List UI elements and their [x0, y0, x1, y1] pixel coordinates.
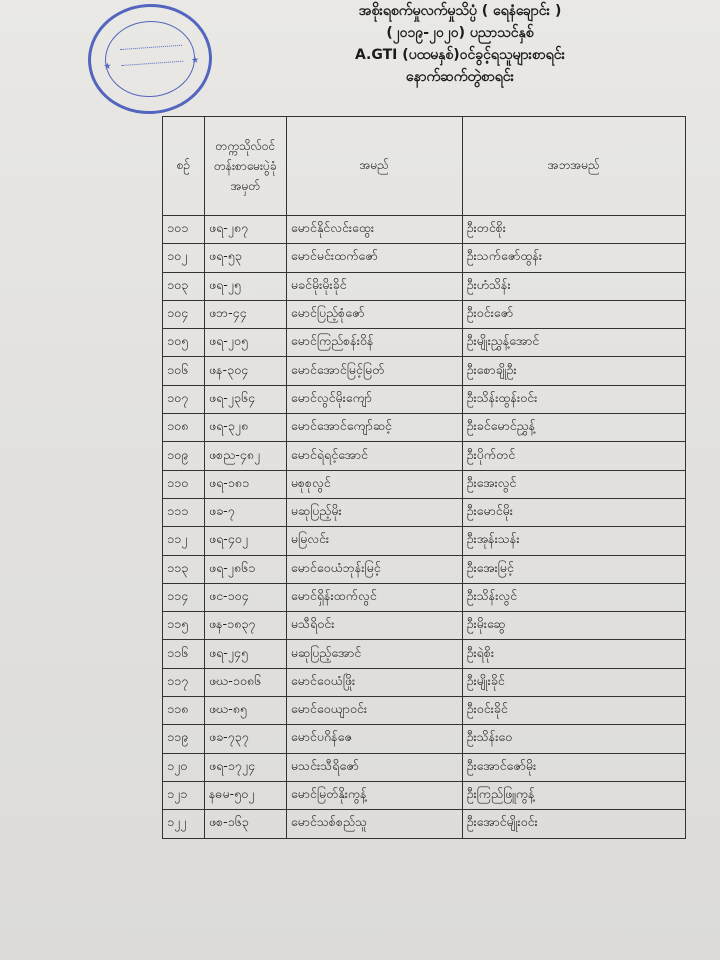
- roll-number-cell: ဖဃ-၈၅: [204, 697, 286, 725]
- name-cell: မသင်းသီရိဇော်: [286, 753, 462, 781]
- father-name-cell: ဦးကြည်ဖြူကွန့်: [462, 781, 685, 809]
- name-cell: မသီရိဝင်း: [286, 612, 462, 640]
- roll-number-cell: ဖရ-၂၈၆၁: [204, 555, 286, 583]
- serial-cell: ၁၀၅: [163, 329, 205, 357]
- roll-number-cell: ဖရ-၁၇၂၄: [204, 753, 286, 781]
- serial-cell: ၁၀၉: [163, 442, 205, 470]
- name-cell: မောင်ဝေယံဖြိုး: [286, 668, 462, 696]
- table-row: [163, 329, 686, 357]
- table-row: [163, 527, 686, 555]
- father-name-cell: ဦးမျိုးညွှန့်အောင်: [462, 329, 685, 357]
- father-name-cell: ဦးတင်စိုး: [462, 216, 685, 244]
- table-row: [163, 300, 686, 328]
- father-name-cell: ဦးသိန်းလွင်: [462, 583, 685, 611]
- father-name-cell: ဦးအေးမြင့်: [462, 555, 685, 583]
- father-name-cell: ဦးစောချိုဦး: [462, 357, 685, 385]
- roll-number-cell: ဖန-၁၈၃၇: [204, 612, 286, 640]
- table-row: [163, 583, 686, 611]
- serial-cell: ၁၀၆: [163, 357, 205, 385]
- name-cell: မောင်လွင်မိုးကျော်: [286, 385, 462, 413]
- father-name-cell: ဦးမျိုးခိုင်: [462, 668, 685, 696]
- serial-cell: ၁၁၁: [163, 498, 205, 526]
- serial-cell: ၁၁၀: [163, 470, 205, 498]
- father-name-cell: ဦးအောင်မျိုးဝင်း: [462, 810, 685, 838]
- name-cell: မဆုပြည့်မိုး: [286, 498, 462, 526]
- father-name-cell: ဦးဟံသိန်း: [462, 272, 685, 300]
- name-cell: မစုစုလွင်: [286, 470, 462, 498]
- roll-number-cell: ဖရ-၅၃: [204, 244, 286, 272]
- table-header-row: [163, 117, 686, 216]
- father-name-cell: ဦးသိန်းထွန်းဝင်း: [462, 385, 685, 413]
- roll-number-cell: ဖဃ-၁၀၈၆: [204, 668, 286, 696]
- name-cell: မောင်ရှိန်းထက်လွင်: [286, 583, 462, 611]
- roll-number-cell: ဖရ-၄၀၂: [204, 527, 286, 555]
- header-name: အမည်: [286, 117, 462, 216]
- father-name-cell: ဦးမိုးဆွေ: [462, 612, 685, 640]
- official-seal-stamp: ★ ★: [84, 0, 215, 118]
- table-row: [163, 612, 686, 640]
- roll-number-cell: ဖခ-၇၃၇: [204, 725, 286, 753]
- father-name-cell: ဦးဝင်းခိုင်: [462, 697, 685, 725]
- list-subtitle: နောက်ဆက်တွဲစာရင်း: [405, 69, 515, 85]
- father-name-cell: ဦးသိန်းဝေ: [462, 725, 685, 753]
- roll-number-cell: နဓမ-၅၀၂: [204, 781, 286, 809]
- serial-cell: ၁၂၀: [163, 753, 205, 781]
- table-row: [163, 470, 686, 498]
- table-row: [163, 810, 686, 838]
- roll-number-cell: ဖစ-၁၆၃: [204, 810, 286, 838]
- table-row: [163, 414, 686, 442]
- serial-cell: ၁၀၁: [163, 216, 205, 244]
- roll-number-cell: ဖရ-၃၂၈: [204, 414, 286, 442]
- table-row: [163, 697, 686, 725]
- serial-cell: ၁၀၇: [163, 385, 205, 413]
- father-name-cell: ဦးပိုက်တင်: [462, 442, 685, 470]
- list-title: A.GTI (ပထမနှစ်)ဝင်ခွင့်ရသူများစာရင်း: [354, 47, 566, 63]
- table-row: [163, 640, 686, 668]
- roll-number-cell: ဖင-၁၀၄: [204, 583, 286, 611]
- father-name-cell: ဦးခင်မောင်ညွှန့်: [462, 414, 685, 442]
- serial-cell: ၁၀၂: [163, 244, 205, 272]
- table-row: [163, 272, 686, 300]
- name-cell: မောင်ရဲရင့်အောင်: [286, 442, 462, 470]
- roll-number-cell: ဖရ-၂၄၅: [204, 640, 286, 668]
- name-cell: မောင်အောင်မြင့်မြတ်: [286, 357, 462, 385]
- serial-cell: ၁၁၂: [163, 527, 205, 555]
- roll-number-cell: ဖရ-၂၈၇: [204, 216, 286, 244]
- table-row: [163, 555, 686, 583]
- table-row: [163, 753, 686, 781]
- name-cell: မောင်မင်းထက်ဇော်: [286, 244, 462, 272]
- table-row: [163, 498, 686, 526]
- serial-cell: ၁၂၂: [163, 810, 205, 838]
- roll-number-cell: ဖဘ-၄၄: [204, 300, 286, 328]
- roll-number-cell: ဖရ-၂၅: [204, 272, 286, 300]
- name-cell: မောင်ပြည့်စုံဇော်: [286, 300, 462, 328]
- serial-cell: ၁၁၅: [163, 612, 205, 640]
- name-cell: မဆုပြည့်အောင်: [286, 640, 462, 668]
- institution-title: အစိုးရစက်မှုလက်မှုသိပ္ပံ ( ရေနံချောင်း ): [358, 3, 562, 19]
- father-name-cell: ဦးအုန်းသန်း: [462, 527, 685, 555]
- table-row: [163, 216, 686, 244]
- roll-number-cell: ဖန-၃၀၄: [204, 357, 286, 385]
- name-cell: မောင်အောင်ကျော်ဆင့်: [286, 414, 462, 442]
- admission-table: [162, 116, 686, 839]
- father-name-cell: ဦးဝင်းဇော်: [462, 300, 685, 328]
- academic-year: (၂၀၁၉-၂၀၂၀) ပညာသင်နှစ်: [386, 25, 534, 41]
- name-cell: မောင်ကြည်စန်းဝိန်: [286, 329, 462, 357]
- table-row: [163, 244, 686, 272]
- serial-cell: ၁၂၁: [163, 781, 205, 809]
- name-cell: မောင်မြတ်နိုးကွန့်: [286, 781, 462, 809]
- table-row: [163, 442, 686, 470]
- roll-number-cell: ဖရ-၁၈၁: [204, 470, 286, 498]
- table-row: [163, 668, 686, 696]
- roll-number-cell: ဖစည-၄၈၂: [204, 442, 286, 470]
- roll-number-cell: ဖရ-၂၃၆၄: [204, 385, 286, 413]
- serial-cell: ၁၁၃: [163, 555, 205, 583]
- roll-number-cell: ဖခ-၇: [204, 498, 286, 526]
- serial-cell: ၁၀၈: [163, 414, 205, 442]
- serial-cell: ၁၁၇: [163, 668, 205, 696]
- name-cell: မောင်ဝေယျာဝင်း: [286, 697, 462, 725]
- serial-cell: ၁၁၄: [163, 583, 205, 611]
- serial-cell: ၁၀၃: [163, 272, 205, 300]
- father-name-cell: ဦးသက်ဇော်ထွန်း: [462, 244, 685, 272]
- father-name-cell: ဦးအောင်ဇော်မိုး: [462, 753, 685, 781]
- name-cell: မခင်မိုးမိုးခိုင်: [286, 272, 462, 300]
- name-cell: မောင်ပဂိန်ဇေ: [286, 725, 462, 753]
- serial-cell: ၁၁၈: [163, 697, 205, 725]
- name-cell: မောင်သစ်စည်သူ: [286, 810, 462, 838]
- document-header: [210, 0, 710, 88]
- name-cell: မမြလင်း: [286, 527, 462, 555]
- header-roll-number: တက္ကသိုလ်ဝင်တန်းစာမေးပွဲခုံအမှတ်: [204, 117, 286, 216]
- father-name-cell: ဦးမောင်မိုး: [462, 498, 685, 526]
- father-name-cell: ဦးရဲစိုး: [462, 640, 685, 668]
- name-cell: မောင်နိုင်လင်းထွေး: [286, 216, 462, 244]
- header-serial: စဉ်: [163, 117, 205, 216]
- table-row: [163, 385, 686, 413]
- header-father-name: အဘအမည်: [462, 117, 685, 216]
- roll-number-cell: ဖရ-၂၀၅: [204, 329, 286, 357]
- serial-cell: ၁၁၉: [163, 725, 205, 753]
- name-cell: မောင်ဝေယံဘုန်းမြင့်: [286, 555, 462, 583]
- serial-cell: ၁၀၄: [163, 300, 205, 328]
- serial-cell: ၁၁၆: [163, 640, 205, 668]
- table-row: [163, 725, 686, 753]
- table-row: [163, 357, 686, 385]
- table-row: [163, 781, 686, 809]
- father-name-cell: ဦးအေးလွင်: [462, 470, 685, 498]
